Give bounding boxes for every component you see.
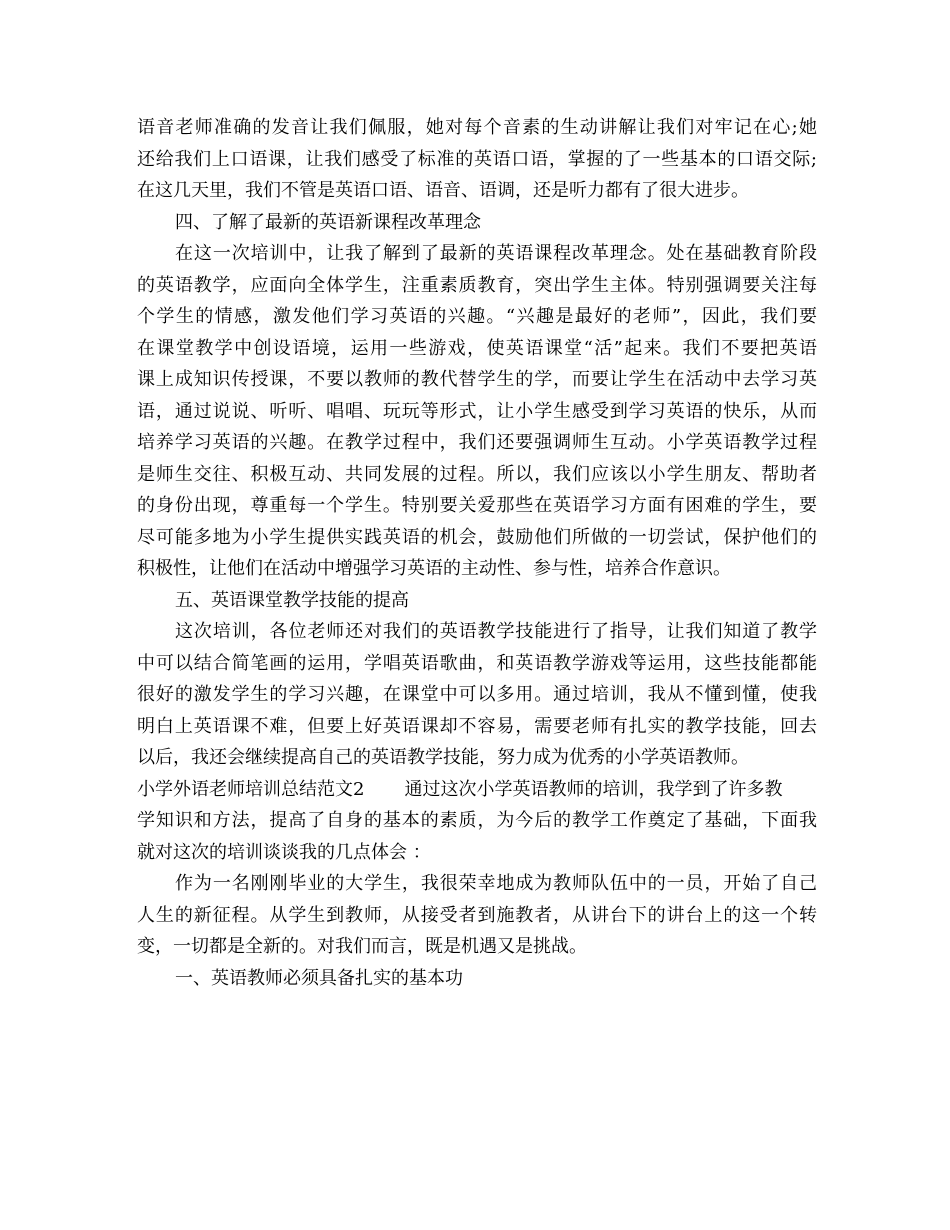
paragraph-heading: 五、英语课堂教学技能的提高 [175, 589, 409, 611]
paragraph-heading: 一、英语教师必须具备扎实的基本功 [175, 967, 463, 989]
document-page [137, 112, 817, 994]
text-line: 的英语教学，应面向全体学生，注重素质教育，突出学生主体。特别强调要关注每 [137, 274, 817, 296]
body-text-block [137, 112, 817, 774]
text-line: 个学生的情感，激发他们学习英语的兴趣。“兴趣是最好的老师”，因此，我们要 [137, 306, 817, 327]
text-line: 就对这次的培训谈谈我的几点体会 ： [137, 841, 431, 863]
text-line: 以后，我还会继续提高自己的英语教学技能，努力成为优秀的小学英语教师。 [137, 747, 749, 768]
text-line: 人生的新征程。从学生到教师，从接受者到施教者，从讲台下的讲台上的这一个转 [137, 904, 817, 926]
text-line: 在这一次培训中，让我了解到了最新的英语课程改革理念。处在基础教育阶段 [175, 243, 817, 264]
text-line: 积极性，让他们在活动中增强学习英语的主动性、参与性，培养合作意识。 [137, 558, 731, 579]
text-line: 中可以结合简笔画的运用，学唱英语歌曲，和英语教学游戏等运用，这些技能都能 [137, 652, 817, 674]
section-heading-line [137, 774, 817, 806]
text-line: 语音老师准确的发音让我们佩服，她对每个音素的生动讲解让我们对牢记在心;她 [137, 117, 817, 138]
text-line: 明白上英语课不难，但要上好英语课却不容易，需要老师有扎实的教学技能，回去 [137, 715, 817, 737]
text-line: 课上成知识传授课，不要以教师的教代替学生的学，而要让学生在活动中去学习英 [137, 369, 817, 390]
text-line: 培养学习英语的兴趣。在教学过程中，我们还要强调师生互动。小学英语教学过程 [137, 432, 817, 453]
body-text-block-continued [137, 805, 817, 994]
section-first-line: 通过这次小学英语教师的培训，我学到了许多教 [404, 778, 783, 800]
text-line: 变，一切都是全新的。对我们而言，既是机遇又是挑战。 [137, 936, 587, 957]
text-line: 在课堂教学中创设语境，运用一些游戏，使英语课堂“活”起来。我们不要把英语 [137, 337, 817, 359]
paragraph-heading: 四、了解了最新的英语新课程改革理念 [175, 211, 481, 233]
text-line: 语，通过说说、听听、唱唱、玩玩等形式，让小学生感受到学习英语的快乐，从而 [137, 400, 817, 422]
text-line: 尽可能多地为小学生提供实践英语的机会，鼓励他们所做的一切尝试，保护他们的 [137, 526, 817, 548]
text-line: 学知识和方法，提高了自身的基本的素质，为今后的教学工作奠定了基础，下面我 [137, 810, 817, 831]
text-line: 在这几天里，我们不管是英语口语、语音、语调，还是听力都有了很大进步。 [137, 180, 749, 201]
text-line: 很好的激发学生的学习兴趣，在课堂中可以多用。通过培训，我从不懂到懂，使我 [137, 684, 817, 705]
text-line: 作为一名刚刚毕业的大学生，我很荣幸地成为教师队伍中的一员，开始了自己 [175, 873, 817, 894]
text-line: 这次培训，各位老师还对我们的英语教学技能进行了指导，让我们知道了教学 [175, 621, 817, 642]
section-title: 小学外语老师培训总结范文2 [137, 778, 365, 800]
text-line: 的身份出现，尊重每一个学生。特别要关爱那些在英语学习方面有困难的学生，要 [137, 495, 817, 516]
text-line: 还给我们上口语课，让我们感受了标准的英语口语，掌握的了一些基本的口语交际; [137, 148, 817, 170]
text-line: 是师生交往、积极互动、共同发展的过程。所以，我们应该以小学生朋友、帮助者 [137, 463, 817, 485]
